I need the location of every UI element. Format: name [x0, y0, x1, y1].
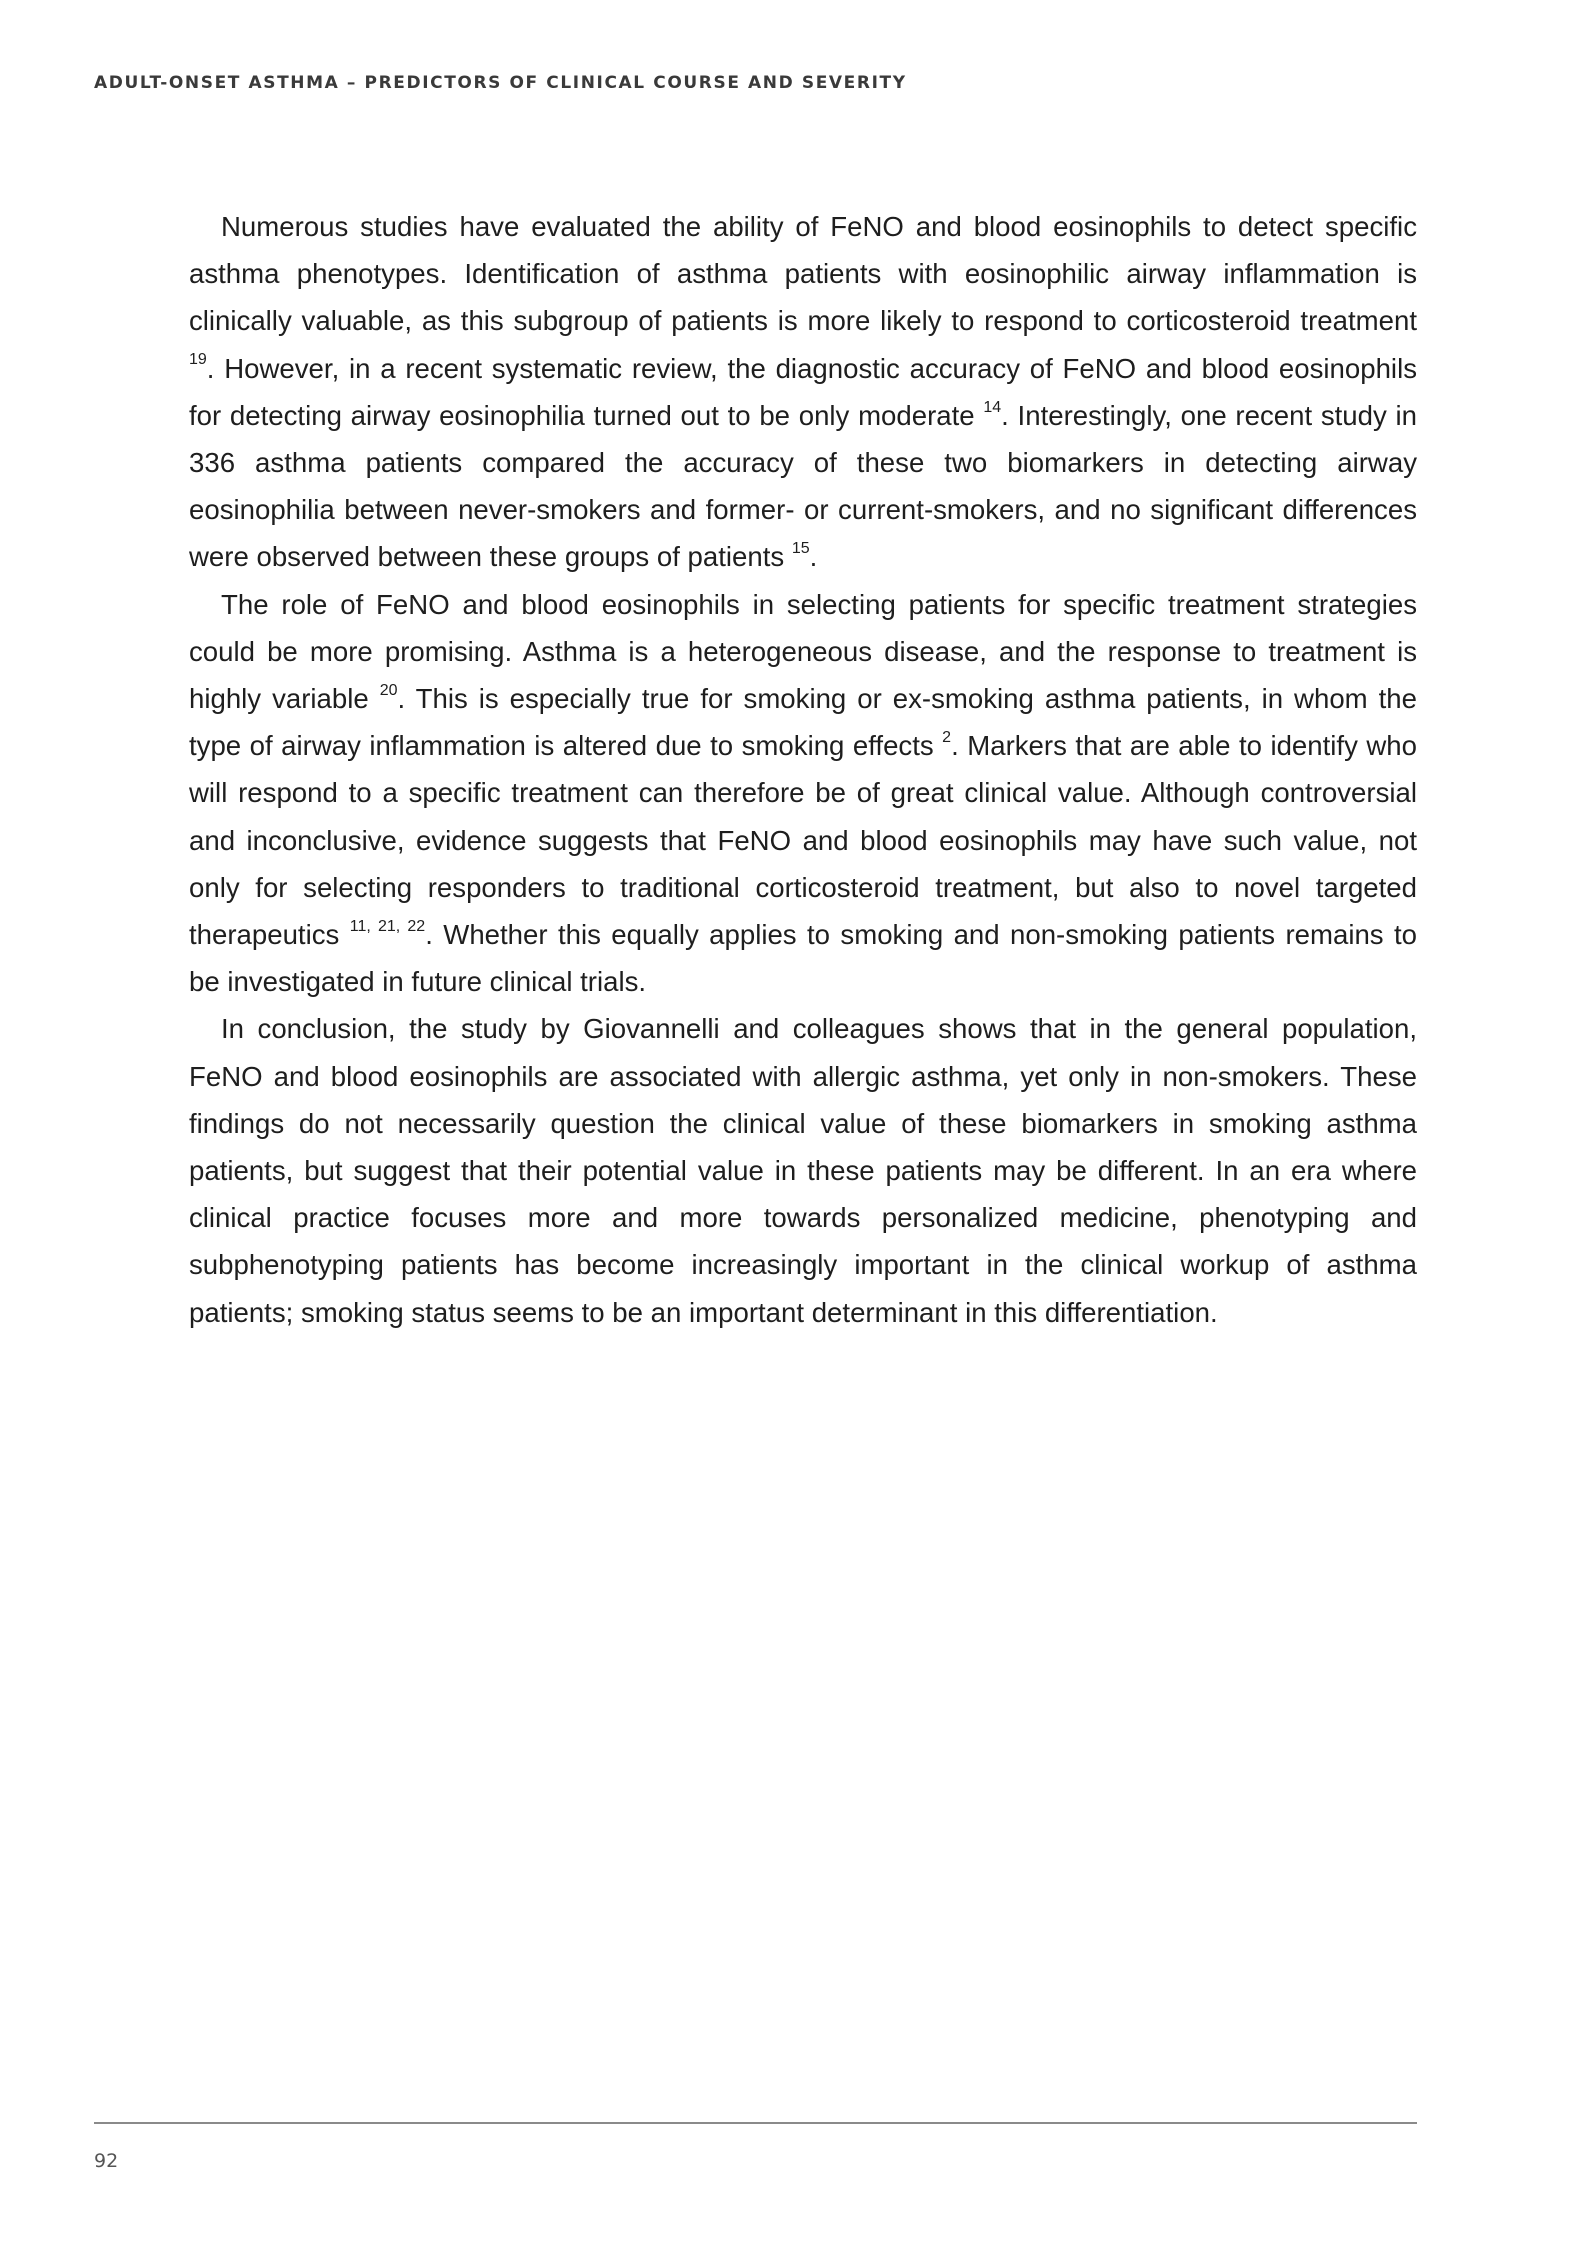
paragraph — [189, 1005, 1417, 1335]
citation-ref: 14 — [983, 398, 1002, 416]
text-run: . — [809, 541, 818, 573]
citation-ref: 15 — [791, 540, 810, 558]
paragraph — [189, 581, 1417, 1006]
text-run: . Markers that are able to identify who will respond to a specific treatment can therefore be of great clinical value. Although controversial and inconclusive, evidence suggests that FeNO and blood eosinophils may have such value, not only for selecting responders to traditional corticosteroid treatment, but also to novel targeted therapeutics — [189, 730, 1417, 951]
paragraph — [189, 203, 1417, 581]
citation-ref: 2 — [942, 729, 952, 747]
citation-ref: 19 — [189, 351, 207, 369]
body-text — [189, 203, 1417, 1336]
citation-ref: 20 — [379, 681, 398, 699]
text-run: The role of FeNO and blood eosinophils in selecting patients for specific treatment strategies could be more promising. Asthma is a heterogeneous disease, and the response to treatment is highly variable — [189, 588, 1417, 715]
running-header: ADULT-ONSET ASTHMA – PREDICTORS OF CLINICAL COURSE AND SEVERITY — [94, 73, 907, 93]
text-run: In conclusion, the study by Giovannelli and colleagues shows that in the general population, FeNO and blood eosinophils are associated with allergic asthma, yet only in non-smokers. These findings do not necessarily question the clinical value of these biomarkers in smoking asthma patients, but suggest that their potential value in these patients may be different. In an era where clinical practice focuses more and more towards personalized medicine, phenotyping and subphenotyping patients has become increasingly important in the clinical workup of asthma patients; smoking status seems to be an important determinant in this differentiation. — [189, 1013, 1417, 1328]
citation-ref: 11, 21, 22 — [349, 917, 426, 935]
text-run: . Whether this equally applies to smoking and non-smoking patients remains to be investigated in future clinical trials. — [189, 919, 1418, 998]
text-run: Numerous studies have evaluated the ability of FeNO and blood eosinophils to detect specific asthma phenotypes. Identification of asthma patients with eosinophilic airway inflammation is clinically valuable, as this subgroup of patients is more likely to respond to corticosteroid treatment — [189, 211, 1417, 337]
page-number: 92 — [94, 2150, 119, 2172]
footer-divider — [94, 2122, 1417, 2124]
text-run: . Interestingly, one recent study in 336 asthma patients compared the accuracy of these two biomarkers in detecting airway eosinophilia between never-smokers and former- or current-smokers, and no significant differences were observed between these groups of patients — [189, 399, 1417, 573]
text-run: . However, in a recent systematic review, the diagnostic accuracy of FeNO and blood eosinophils for detecting airway eosinophilia turned out to be only moderate — [189, 352, 1417, 431]
text-run: . This is especially true for smoking or ex-smoking asthma patients, in whom the type of airway inflammation is altered due to smoking effects — [189, 683, 1418, 762]
